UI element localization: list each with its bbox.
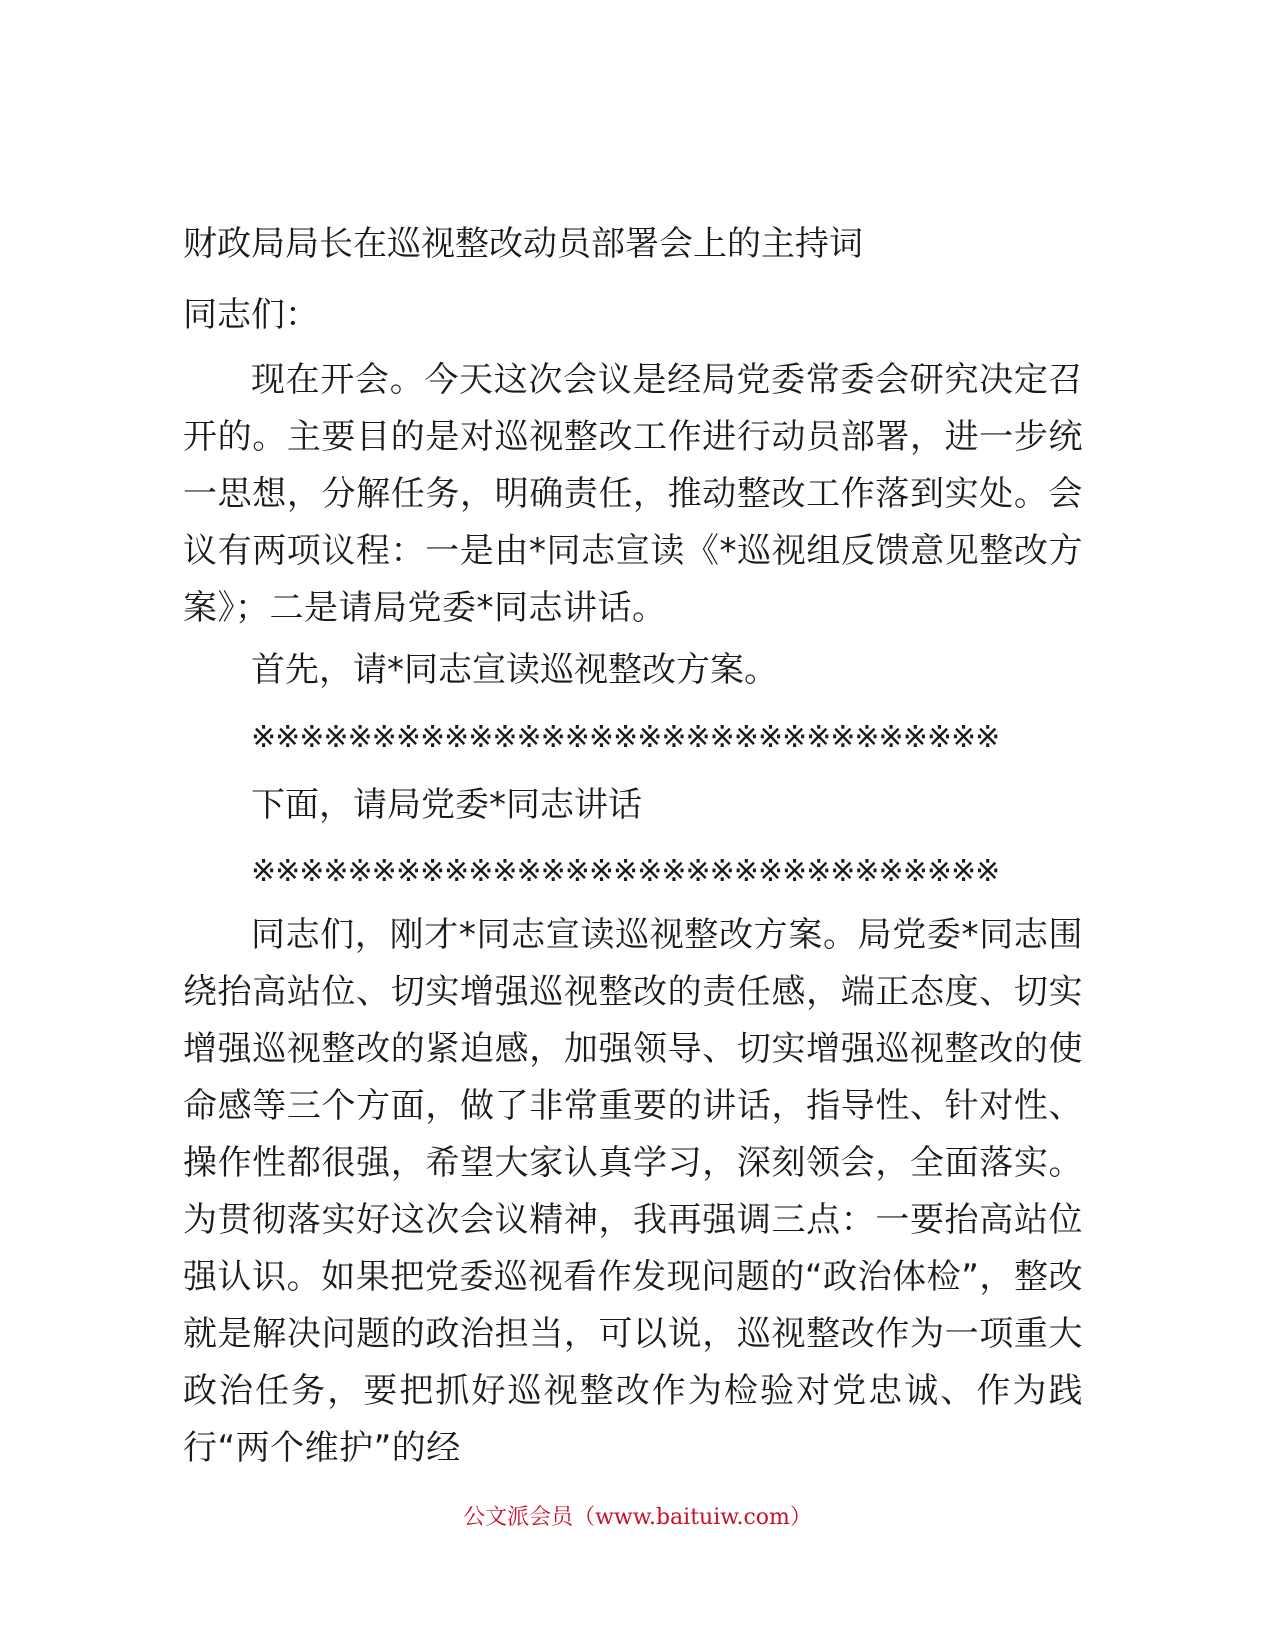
first-agenda-line: 首先，请*同志宣读巡视整改方案。: [251, 650, 778, 690]
separator-marks-1: ※※※※※※※※※※※※※※※※※※※※※※※※※※※※※※※: [251, 720, 1000, 755]
next-agenda-line: 下面，请局党委*同志讲话: [251, 785, 642, 825]
closing-paragraph-block: [183, 907, 1083, 1477]
separator-marks-2: ※※※※※※※※※※※※※※※※※※※※※※※※※※※※※※※: [251, 854, 1000, 889]
footer-watermark-text: 公文派会员（www.baituiw.com）: [463, 1505, 812, 1530]
salutation: 同志们：: [183, 295, 319, 335]
document-title: 财政局局长在巡视整改动员部署会上的主持词: [183, 224, 863, 264]
opening-paragraph-block: [183, 352, 1083, 637]
closing-paragraph: 同志们，刚才*同志宣读巡视整改方案。局党委*同志围绕抬高站位、切实增强巡视整改的责任感，端正态度、切实增强巡视整改的紧迫感，加强领导、切实增强巡视整改的使命感等三个方面，做了非常重要的讲话，指导性、针对性、操作性都很强，希望大家认真学习，深刻领会，全面落实。为贯彻落实好这次会议精神，我再强调三点：一要抬高站位强认识。如果把党委巡视看作发现问题的“政治体检”，整改就是解决问题的政治担当，可以说，巡视整改作为一项重大政治任务，要把抓好巡视整改作为检验对党忠诚、作为践行“两个维护”的经: [183, 915, 1083, 1468]
opening-paragraph: 现在开会。今天这次会议是经局党委常委会研究决定召开的。主要目的是对巡视整改工作进行动员部署，进一步统一思想，分解任务，明确责任，推动整改工作落到实处。会议有两项议程：一是由*同志宣读《*巡视组反馈意见整改方案》；二是请局党委*同志讲话。: [183, 360, 1083, 628]
